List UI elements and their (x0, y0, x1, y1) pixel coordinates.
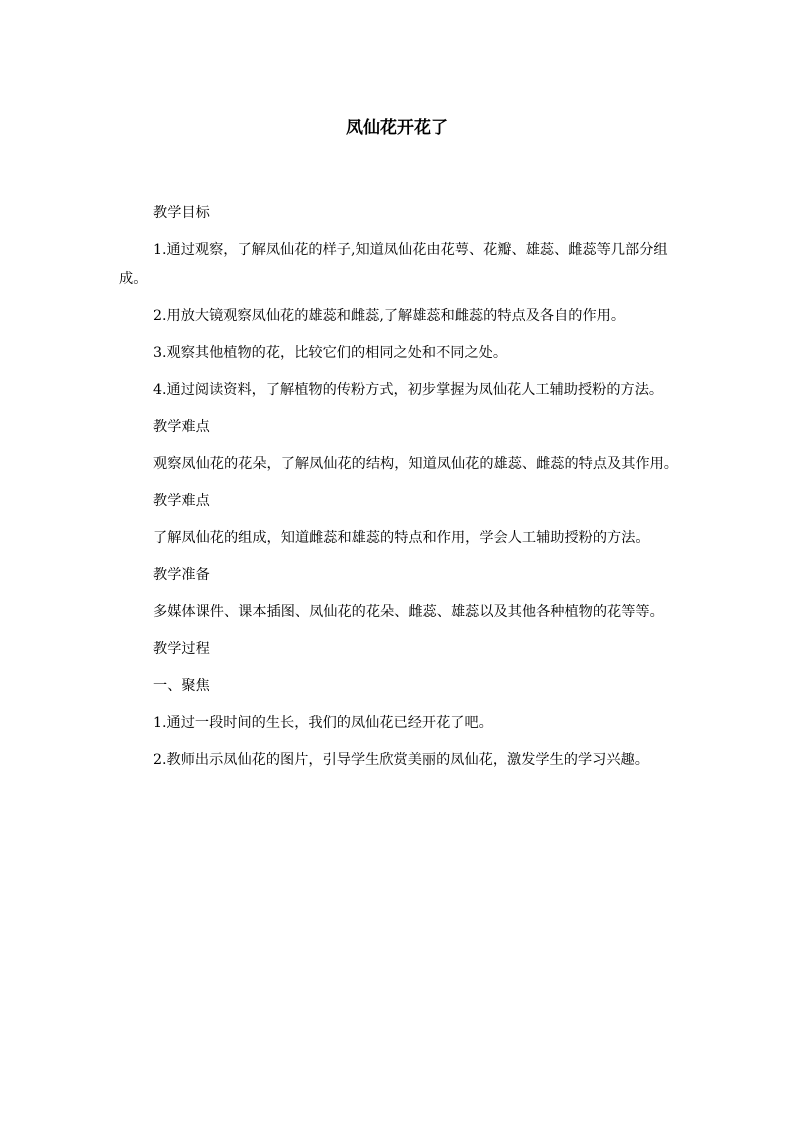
document-body (119, 199, 679, 783)
page-title: 凤仙花开花了 (346, 118, 448, 138)
paragraph-difficulty-2: 了解凤仙花的组成，知道雌蕊和雄蕊的特点和作用，学会人工辅助授粉的方法。 (153, 530, 650, 546)
paragraph-goal-1: 1.通过观察，了解凤仙花的样子,知道凤仙花由花萼、花瓣、雄蕊、雌蕊等几部分组成。 (119, 242, 668, 287)
section-heading-process: 教学过程 (153, 641, 210, 657)
paragraph-process-1: 1.通过一段时间的生长，我们的凤仙花已经开花了吧。 (153, 715, 493, 731)
section-heading-difficulty-1: 教学难点 (153, 419, 210, 435)
subsection-heading-focus: 一、聚焦 (153, 678, 210, 694)
paragraph-goal-2: 2.用放大镜观察凤仙花的雄蕊和雌蕊,了解雄蕊和雌蕊的特点及各自的作用。 (153, 308, 626, 324)
paragraph-goal-4: 4.通过阅读资料，了解植物的传粉方式，初步掌握为凤仙花人工辅助授粉的方法。 (153, 382, 664, 398)
paragraph-difficulty-1: 观察凤仙花的花朵，了解凤仙花的结构，知道凤仙花的雄蕊、雌蕊的特点及其作用。 (153, 456, 678, 472)
paragraph-preparation: 多媒体课件、课本插图、凤仙花的花朵、雌蕊、雄蕊以及其他各种植物的花等等。 (153, 604, 664, 620)
section-heading-preparation: 教学准备 (153, 567, 210, 583)
paragraph-goal-3: 3.观察其他植物的花，比较它们的相同之处和不同之处。 (153, 345, 508, 361)
section-heading-teaching-goals: 教学目标 (153, 205, 210, 221)
section-heading-difficulty-2: 教学难点 (153, 493, 210, 509)
paragraph-process-2: 2.教师出示凤仙花的图片，引导学生欣赏美丽的凤仙花，激发学生的学习兴趣。 (153, 752, 649, 768)
